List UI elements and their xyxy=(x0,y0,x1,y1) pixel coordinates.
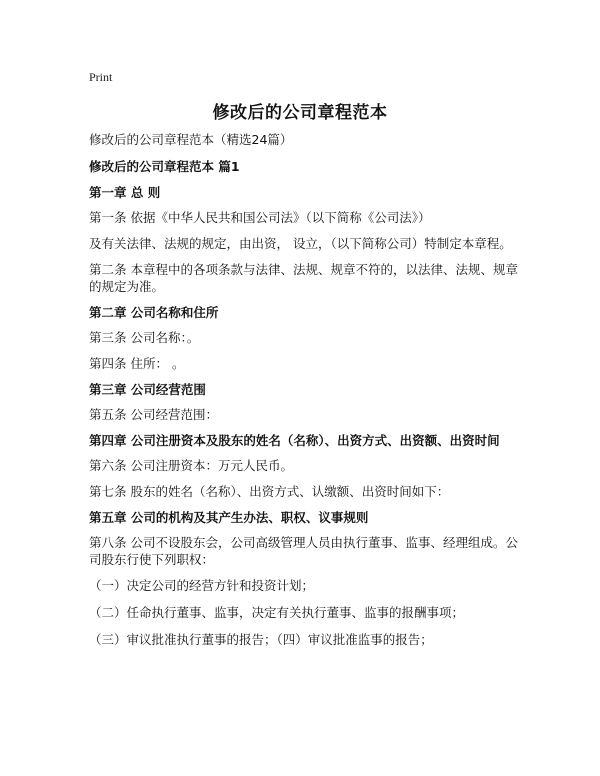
clause-text: 第八条 公司不设股东会，公司高级管理人员由执行董事、监事、经理组成。公司股东行使下列职权： xyxy=(89,535,518,567)
list-item: （二）任命执行董事、监事，决定有关执行董事、监事的报酬事项； xyxy=(89,605,465,620)
chapter-heading: 第五章 公司的机构及其产生办法、职权、议事规则 xyxy=(89,510,369,525)
clause-text: 第一条 依据《中华人民共和国公司法》（以下简称《公司法》） xyxy=(89,210,431,225)
clause-text: 第四条 住所： 。 xyxy=(89,356,185,371)
clause-text: 第三条 公司名称：。 xyxy=(89,330,200,345)
document-body xyxy=(89,131,519,658)
clause-text: 第六条 公司注册资本：万元人民币。 xyxy=(89,458,293,473)
clause-text: 及有关法律、法规的规定，由出资， 设立，（以下简称公司）特制定本章程。 xyxy=(89,236,512,251)
article-heading: 修改后的公司章程范本 篇1 xyxy=(89,159,240,174)
chapter-heading: 第四章 公司注册资本及股东的姓名（名称）、出资方式、出资额、出资时间 xyxy=(89,433,500,448)
document-title: 修改后的公司章程范本 xyxy=(212,103,388,123)
chapter-heading: 第一章 总 则 xyxy=(89,185,161,200)
clause-text: 第七条 股东的姓名（名称）、出资方式、认缴额、出资时间如下： xyxy=(89,484,450,499)
list-item: （三）审议批准执行董事的报告；（四）审议批准监事的报告； xyxy=(89,632,433,647)
list-item: （一）决定公司的经营方针和投资计划； xyxy=(89,578,315,593)
clause-text: 第二条 本章程中的各项条款与法律、法规、规章不符的，以法律、法规、规章的规定为准。 xyxy=(89,262,518,294)
clause-text: 第五条 公司经营范围： xyxy=(89,407,218,422)
chapter-heading: 第二章 公司名称和住所 xyxy=(89,305,219,320)
document-subtitle: 修改后的公司章程范本（精选24篇） xyxy=(89,132,293,147)
print-link[interactable]: Print xyxy=(89,70,113,84)
chapter-heading: 第三章 公司经营范围 xyxy=(89,382,206,397)
